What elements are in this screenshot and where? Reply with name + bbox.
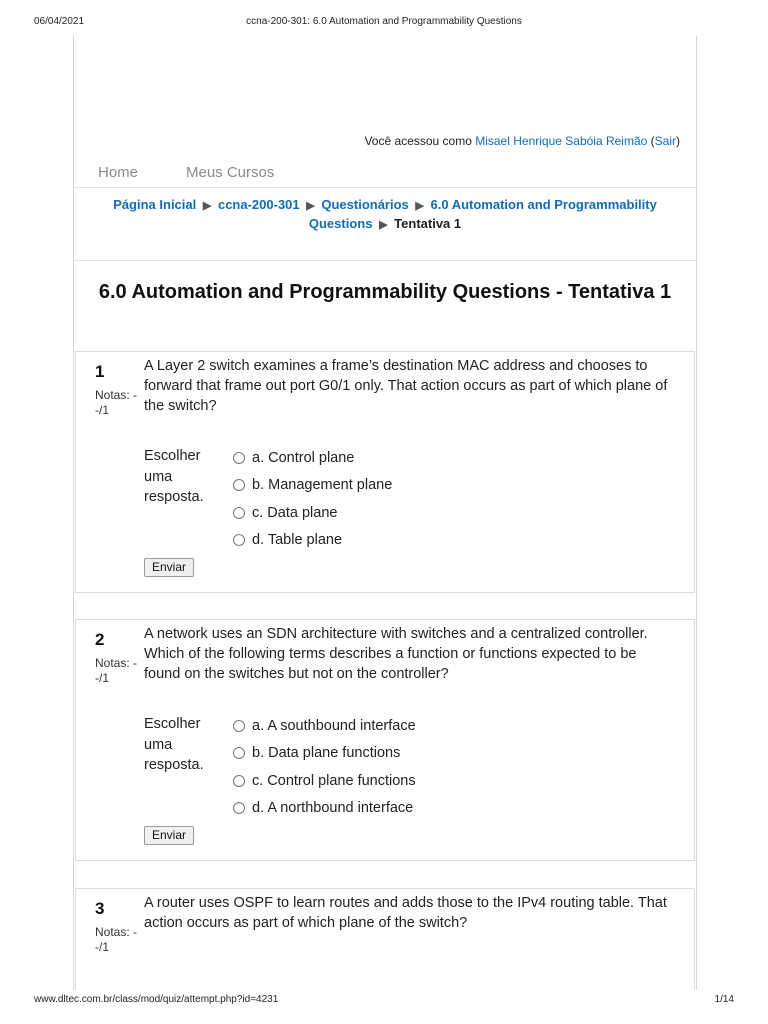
nav-home[interactable]: Home bbox=[98, 164, 139, 181]
answer-option[interactable] bbox=[233, 444, 392, 472]
question-text: A router uses OSPF to learn routes and adds those to the IPv4 routing table. That action occurs as part of which plane of the switch? bbox=[144, 895, 667, 931]
breadcrumb-current: Tentativa 1 bbox=[394, 216, 462, 231]
print-footer bbox=[34, 994, 734, 1008]
radio-button[interactable] bbox=[233, 720, 245, 732]
radio-button[interactable] bbox=[233, 775, 245, 787]
logout-link[interactable]: Sair bbox=[654, 134, 676, 148]
user-profile-link[interactable]: Misael Henrique Sabóia Reimão bbox=[475, 134, 648, 148]
option-label: d. Table plane bbox=[252, 532, 343, 549]
answer-option[interactable] bbox=[233, 740, 416, 768]
question-number: 3 bbox=[95, 899, 105, 918]
answer-options bbox=[233, 444, 392, 554]
answer-prompt: Escolher uma resposta. bbox=[144, 448, 204, 505]
breadcrumb-divider bbox=[74, 260, 696, 261]
radio-button[interactable] bbox=[233, 479, 245, 491]
option-label: b. Data plane functions bbox=[252, 745, 401, 762]
print-date: 06/04/2021 bbox=[34, 16, 85, 27]
page-title: 6.0 Automation and Programmability Questions - Tentativa 1 bbox=[98, 281, 672, 303]
breadcrumb-course[interactable]: ccna-200-301 bbox=[217, 197, 300, 212]
question-card bbox=[75, 619, 695, 861]
option-label: b. Management plane bbox=[252, 477, 393, 494]
radio-button[interactable] bbox=[233, 534, 245, 546]
print-url: www.dltec.com.br/class/mod/quiz/attempt.php?id=4231 bbox=[34, 994, 279, 1005]
question-card bbox=[75, 888, 695, 990]
answer-option[interactable] bbox=[233, 499, 392, 527]
open-paren: ( bbox=[650, 134, 655, 148]
breadcrumb-separator-icon: ▶ bbox=[306, 200, 315, 212]
submit-button[interactable]: Enviar bbox=[144, 558, 194, 577]
radio-button[interactable] bbox=[233, 747, 245, 759]
breadcrumb-separator-icon: ▶ bbox=[202, 200, 212, 212]
question-grade: Notas: --/1 bbox=[95, 388, 138, 417]
close-paren: ) bbox=[676, 134, 680, 148]
answer-option[interactable] bbox=[233, 767, 416, 795]
option-label: d. A northbound interface bbox=[252, 800, 414, 817]
answer-prompt: Escolher uma resposta. bbox=[144, 716, 204, 773]
option-label: a. Control plane bbox=[252, 449, 355, 466]
radio-button[interactable] bbox=[233, 802, 245, 814]
login-info bbox=[364, 134, 680, 148]
breadcrumb-home[interactable]: Página Inicial bbox=[113, 197, 197, 212]
answer-option[interactable] bbox=[233, 527, 392, 555]
login-prefix: Você acessou como bbox=[364, 134, 472, 148]
question-grade: Notas: --/1 bbox=[95, 656, 138, 685]
submit-button[interactable]: Enviar bbox=[144, 826, 194, 845]
main-navbar bbox=[74, 162, 696, 188]
radio-button[interactable] bbox=[233, 507, 245, 519]
answer-options bbox=[233, 712, 416, 822]
question-grade: Notas: --/1 bbox=[95, 925, 138, 954]
print-document-title: ccna-200-301: 6.0 Automation and Programmability Questions bbox=[246, 16, 522, 27]
answer-option[interactable] bbox=[233, 472, 392, 500]
answer-option[interactable] bbox=[233, 795, 416, 823]
question-number: 1 bbox=[95, 362, 105, 381]
nav-my-courses[interactable]: Meus Cursos bbox=[186, 164, 275, 181]
question-text: A network uses an SDN architecture with switches and a centralized controller. Which of the following terms describes a function or functions expected to be found on the switches but not on the controller? bbox=[144, 626, 648, 682]
question-number: 2 bbox=[95, 630, 105, 649]
radio-button[interactable] bbox=[233, 452, 245, 464]
breadcrumb-separator-icon: ▶ bbox=[379, 219, 388, 231]
option-label: a. A southbound interface bbox=[252, 717, 416, 734]
breadcrumb-quiz[interactable]: 6.0 Automation and Programmability Questions bbox=[308, 197, 657, 231]
question-card bbox=[75, 351, 695, 593]
answer-option[interactable] bbox=[233, 712, 416, 740]
breadcrumb bbox=[88, 196, 682, 234]
print-page-number: 1/14 bbox=[714, 994, 734, 1005]
page-frame bbox=[73, 36, 697, 990]
breadcrumb-quizzes[interactable]: Questionários bbox=[321, 197, 409, 212]
question-text: A Layer 2 switch examines a frame’s destination MAC address and chooses to forward that frame out port G0/1 only. That action occurs as part of which plane of the switch? bbox=[144, 358, 668, 414]
print-header bbox=[34, 16, 734, 30]
option-label: c. Control plane functions bbox=[252, 772, 416, 789]
option-label: c. Data plane bbox=[252, 504, 338, 521]
breadcrumb-separator-icon: ▶ bbox=[415, 200, 424, 212]
